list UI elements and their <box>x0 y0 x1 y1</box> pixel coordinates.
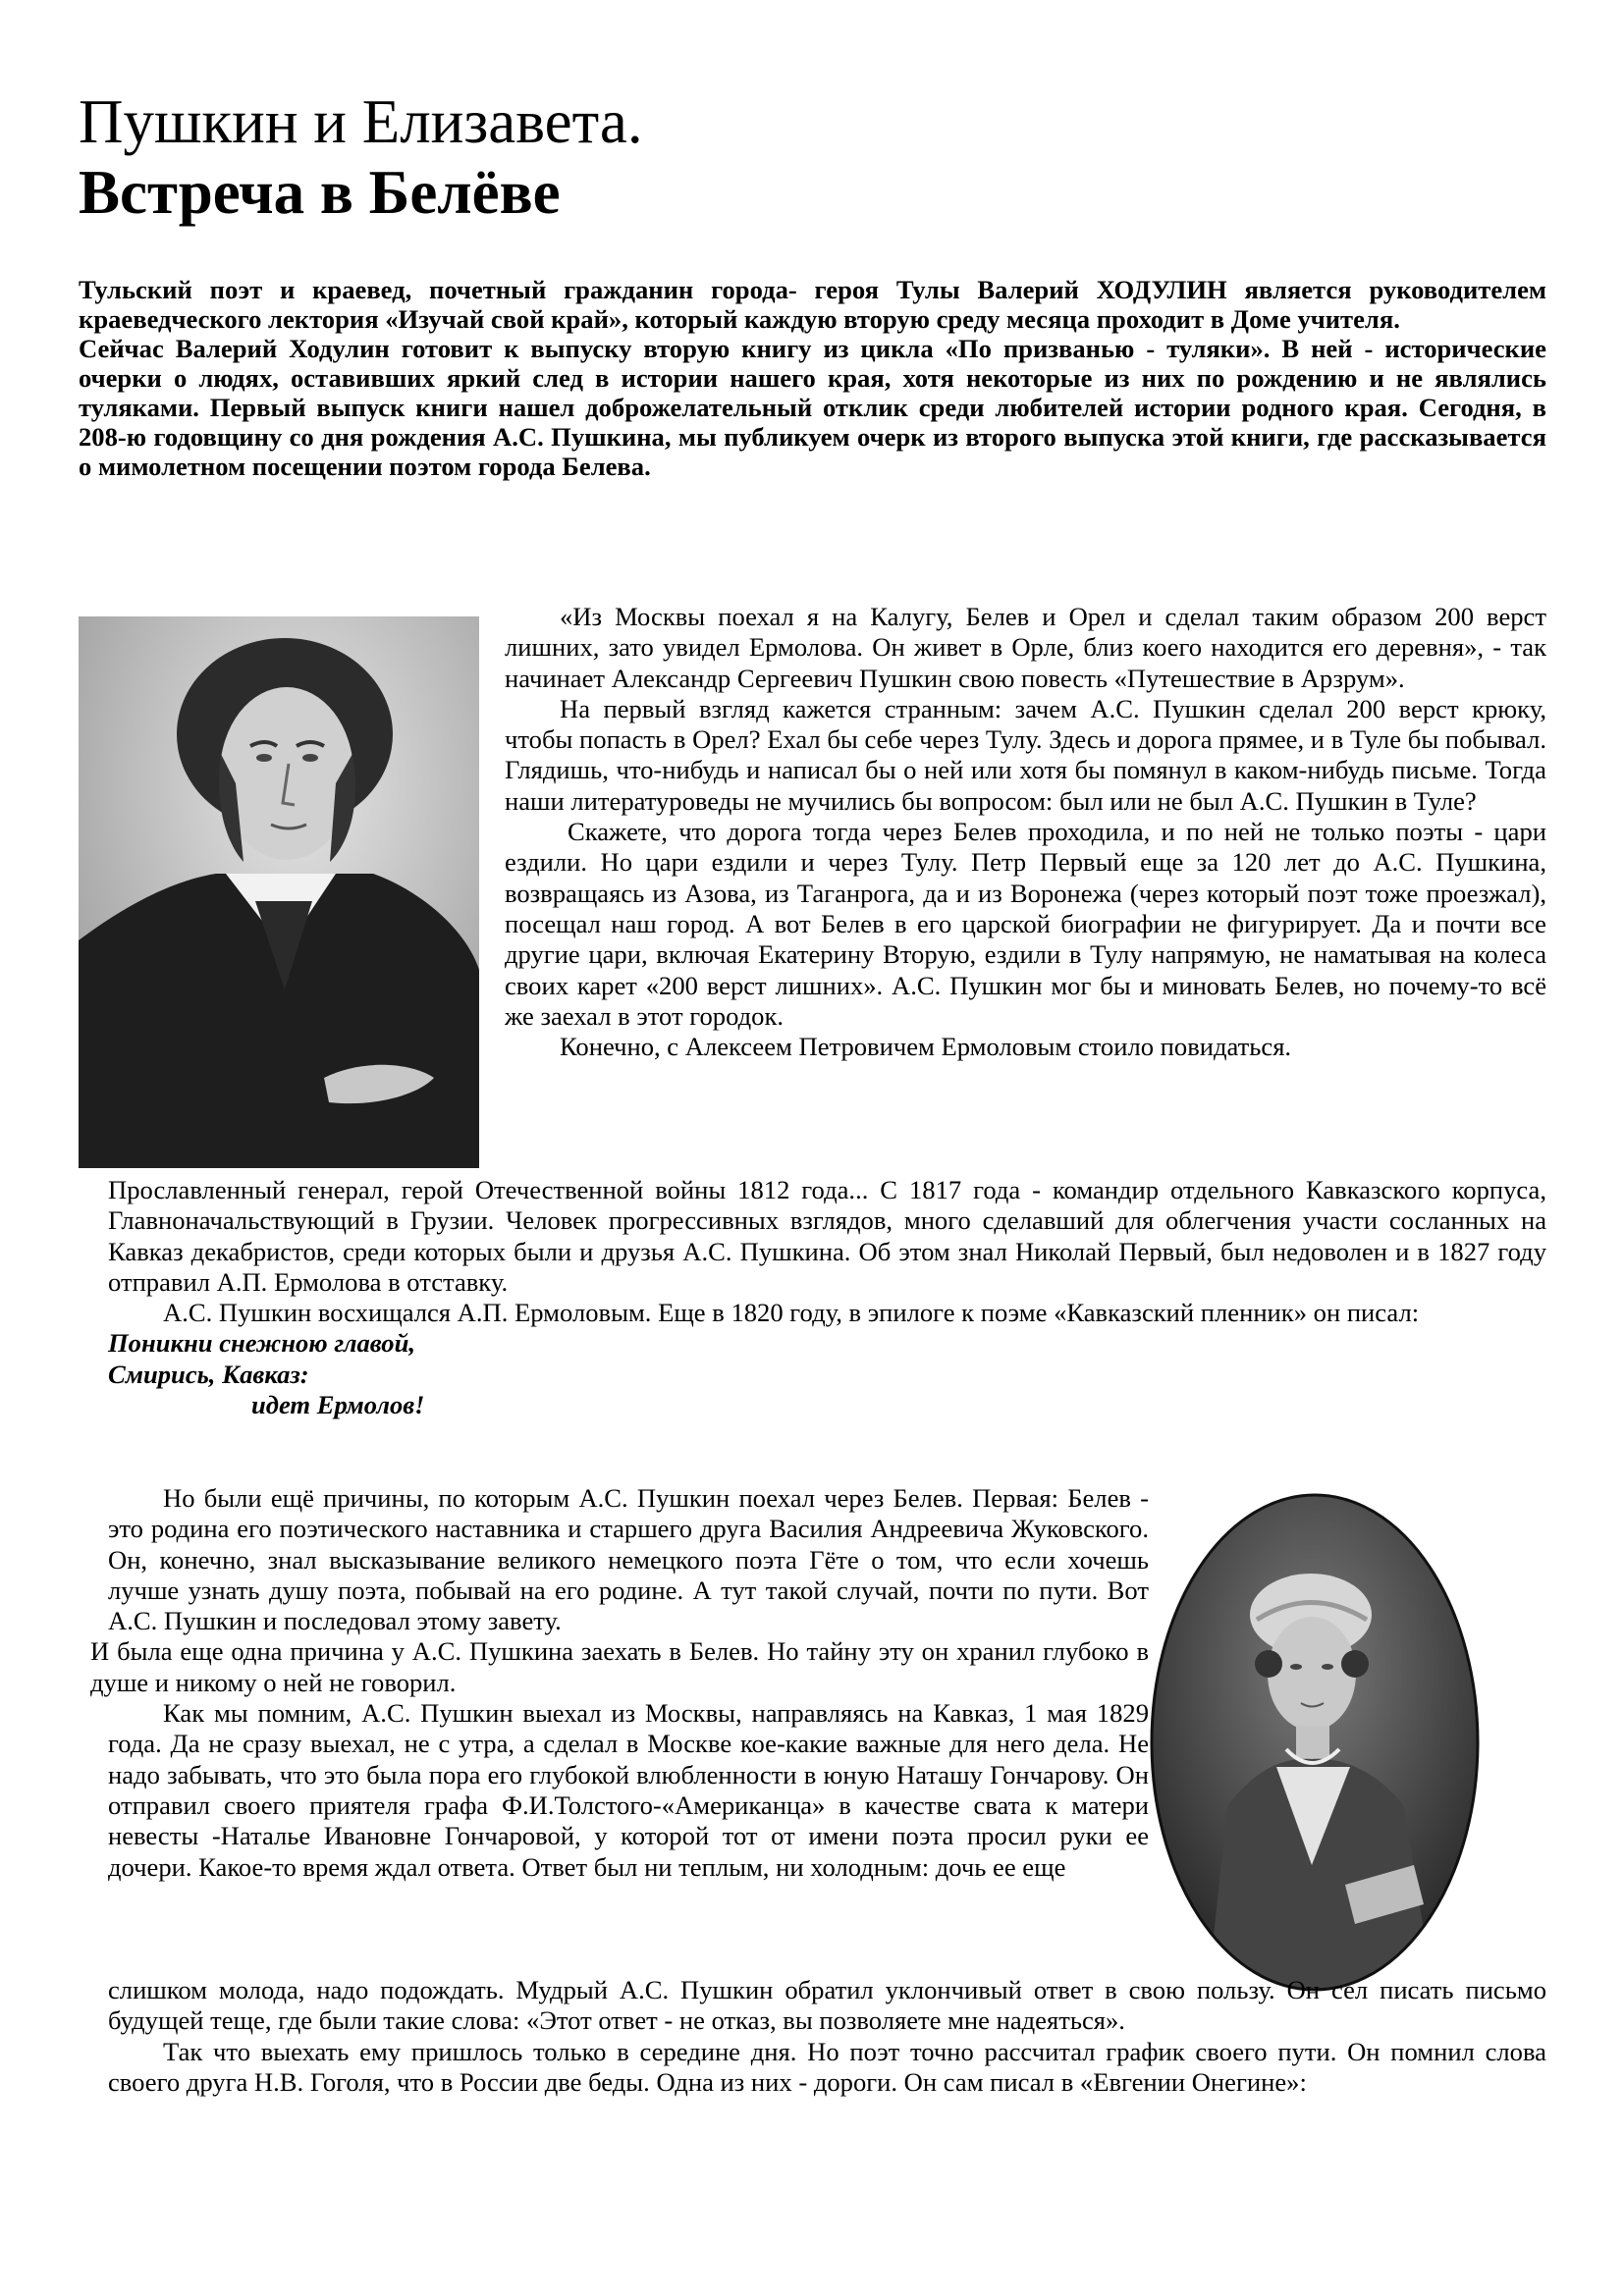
body-paragraph: «Из Москвы поехал я на Калугу, Белев и Орел и сделал таким образом 200 верст лишних, зато увидел Ермолова. Он живет в Орле, близ коего находится его деревня», - так начинает Александр Сергеевич Пушкин свою повесть «Путешествие в Арзрум». <box>505 602 1546 693</box>
article-body-column-bottom <box>90 1483 1149 1883</box>
intro-paragraph: Тульский поэт и краевед, почетный гражданин города- героя Тулы Валерий ХОДУЛИН является руководителем краеведческого лектория «Изучай свой край», который каждую вторую среду месяца проходит в Доме учителя. <box>79 275 1546 334</box>
elizaveta-portrait <box>1149 1492 1481 1993</box>
article-body-column-top <box>505 602 1546 1062</box>
article-body-full <box>108 1175 1546 1420</box>
poem-line: Поникни снежною главой, <box>108 1328 416 1359</box>
body-paragraph: Прославленный генерал, герой Отечественной войны 1812 года... С 1817 года - командир отдельного Кавказского корпуса, Главноначальствующий в Грузии. Человек прогрессивных взглядов, много сделавший для облегчения участи сосланных на Кавказ декабристов, среди которых были и друзья А.С. Пушкина. Об этом знал Николай Первый, был недоволен и в 1827 году отправил А.П. Ермолова в отставку. <box>108 1175 1546 1297</box>
body-paragraph: Конечно, с Алексеем Петровичем Ермоловым стоило повидаться. <box>560 1032 1292 1062</box>
article-title-line-1: Пушкин и Елизавета. <box>79 87 643 156</box>
body-paragraph: А.С. Пушкин восхищался А.П. Ермоловым. Еще в 1820 году, в эпилоге к поэме «Кавказский пленник» он писал: <box>163 1298 1420 1328</box>
pushkin-portrait <box>79 616 479 1168</box>
poem-line: идет Ермолов! <box>251 1390 425 1420</box>
article-body-full-bottom <box>108 1975 1546 2098</box>
article-title-line-2: Встреча в Белёве <box>79 158 561 227</box>
poem-line: Смирись, Кавказ: <box>108 1359 309 1389</box>
body-paragraph: На первый взгляд кажется странным: зачем А.С. Пушкин сделал 200 верст крюку, чтобы попасть в Орел? Ехал бы себе через Тулу. Здесь и дорога прямее, и в Туле бы побывал. Глядишь, что-нибудь и написал бы о ней или хотя бы помянул в каком-нибудь письме. Тогда наши литературоведы не мучились бы вопросом: был или не был А.С. Пушкин в Туле? <box>505 693 1546 816</box>
body-paragraph: Так что выехать ему пришлось только в середине дня. Но поэт точно рассчитал график своего пути. Он помнил слова своего друга Н.В. Гоголя, что в России две беды. Одна из них - дороги. Он сам писал в «Евгении Онегине»: <box>108 2036 1546 2097</box>
body-paragraph: Но были ещё причины, по которым А.С. Пушкин поехал через Белев. Первая: Белев - это родина его поэтического наставника и старшего друга Василия Андреевича Жуковского. Он, конечно, знал высказывание великого немецкого поэта Гёте о том, что если хочешь лучше узнать душу поэта, побывай на его родине. А тут такой случай, почти по пути. Вот А.С. Пушкин и последовал этому завету. <box>108 1483 1149 1636</box>
body-paragraph: И была еще одна причина у А.С. Пушкина заехать в Белев. Но тайну эту он хранил глубоко в душе и никому о ней не говорил. <box>90 1636 1149 1697</box>
article-intro <box>79 275 1546 481</box>
intro-paragraph: Сейчас Валерий Ходулин готовит к выпуску вторую книгу из цикла «По призванью - туляки». В ней - исторические очерки о людях, оставивших яркий след в истории нашего края, хотя некоторые из них по рождению и не являлись туляками. Первый выпуск книги нашел доброжелательный отклик среди любителей истории родного края. Сегодня, в 208-ю годовщину со дня рождения А.С. Пушкина, мы публикуем очерк из второго выпуска этой книги, где рассказывается о мимолетном посещении поэтом города Белева. <box>79 334 1546 481</box>
body-paragraph: Как мы помним, А.С. Пушкин выехал из Москвы, направляясь на Кавказ, 1 мая 1829 года. Да не сразу выехал, не с утра, а сделал в Москве кое-какие важные для него дела. Не надо забывать, что это была пора его глубокой влюбленности в юную Наташу Гончарову. Он отправил своего приятеля графа Ф.И.Толстого-«Американца» в качестве свата к матери невесты -Наталье Ивановне Гончаровой, у которой тот от имени поэта просил руки ее дочери. Какое-то время ждал ответа. Ответ был ни теплым, ни холодным: дочь ее еще <box>108 1698 1149 1882</box>
poem-quote <box>108 1328 1546 1420</box>
body-paragraph: Скажете, что дорога тогда через Белев проходила, и по ней не только поэты - цари ездили. Но цари ездили и через Тулу. Петр Первый еще за 120 лет до А.С. Пушкина, возвращаясь из Азова, из Таганрога, да и из Воронежа (через который поэт тоже проезжал), посещал наш город. А вот Белев в его царской биографии не фигурирует. Да и почти все другие цари, включая Екатерину Вторую, ездили в Тулу напрямую, не наматывая на колеса своих карет «200 верст лишних». А.С. Пушкин мог бы и миновать Белев, но почему-то всё же заехал в этот городок. <box>505 817 1546 1031</box>
body-paragraph: слишком молода, надо подождать. Мудрый А.С. Пушкин обратил уклончивый ответ в свою пользу. Он сел писать письмо будущей теще, где были такие слова: «Этот ответ - не отказ, вы позволяете мне надеяться». <box>108 1975 1546 2036</box>
